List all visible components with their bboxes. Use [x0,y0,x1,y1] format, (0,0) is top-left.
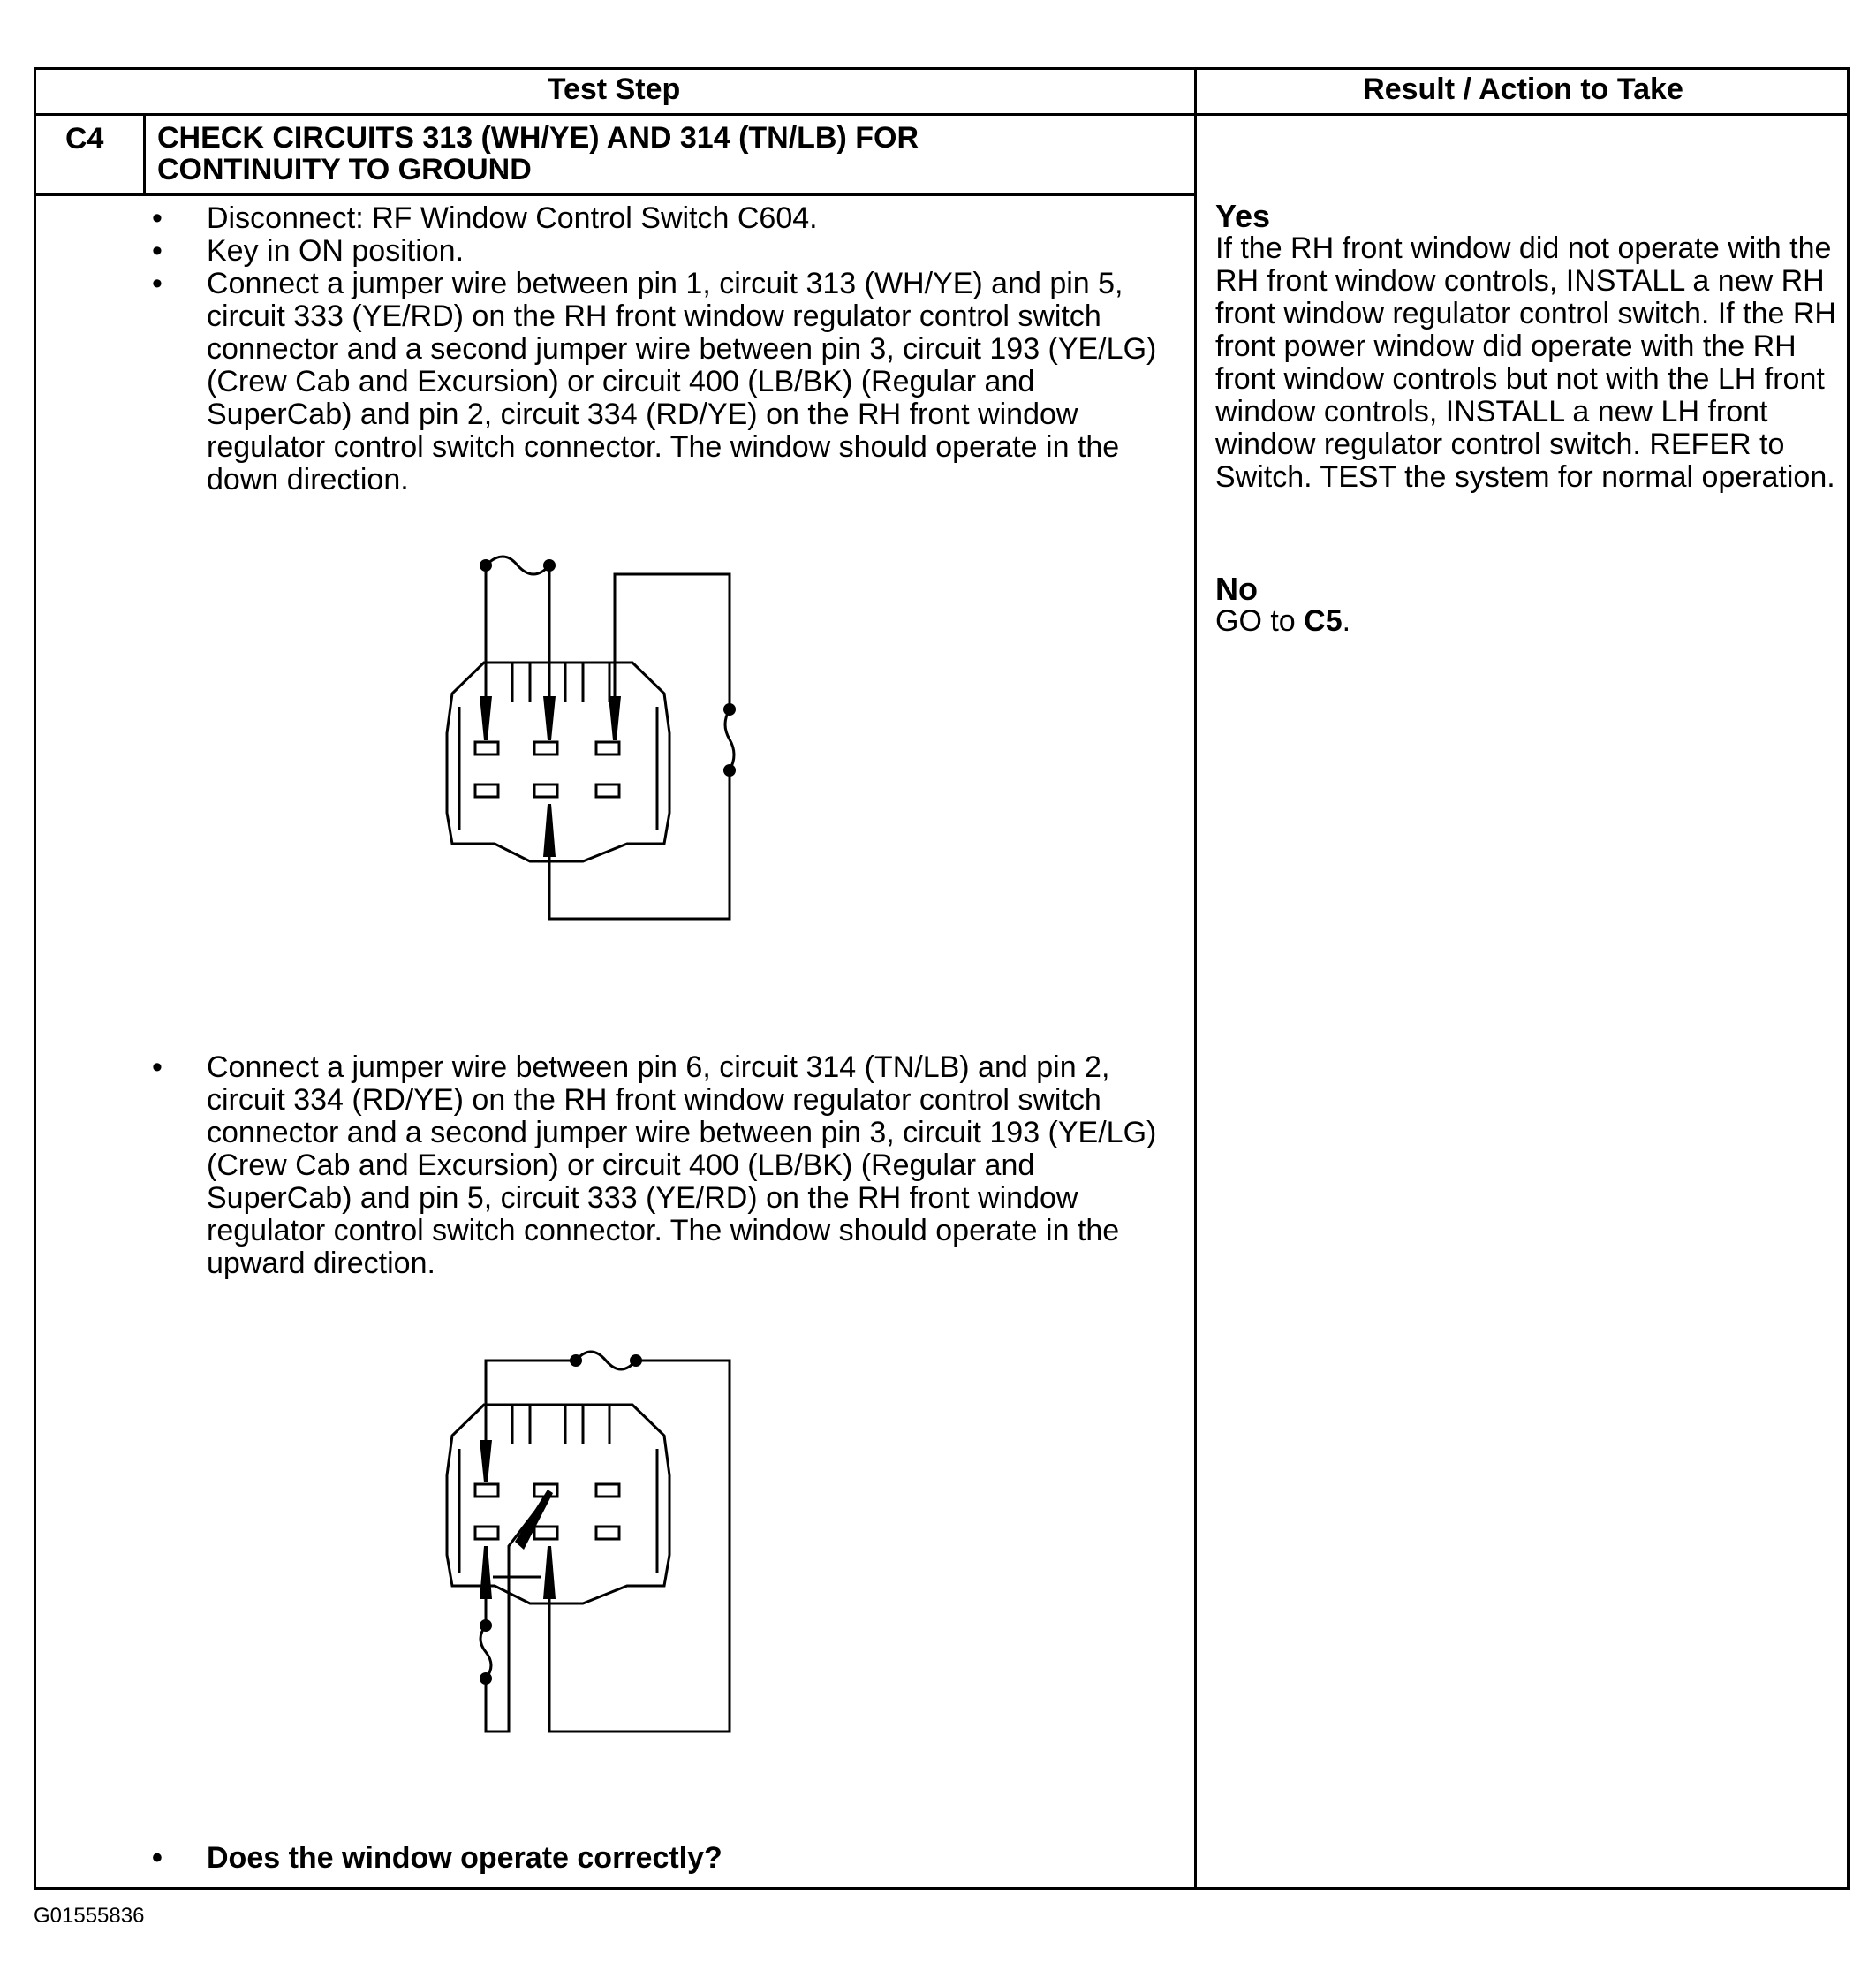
bullet-item: • Key in ON position. [152,235,1168,268]
header-result-action: Result / Action to Take [1363,72,1683,106]
yes-text: If the RH front window did not operate with the RH front window controls, INSTALL a new RH front window regulator control switch. If the RH front power window did operate with the RH front window controls but not with the LH front window controls, INSTALL a new LH front window regulator control switch. REFER to Switch. TEST the system for normal operation. [1215,231,1836,494]
step-id-divider [143,113,146,196]
no-text-prefix: GO to [1215,604,1305,638]
test-step-bullets-2 [152,1051,1168,1280]
bullet-item: • Connect a jumper wire between pin 6, circuit 314 (TN/LB) and pin 2, circuit 334 (RD/YE) on the RH front window regulator control switch connector and a second jumper wire between pin 3, circuit 193 (YE/LG) (Crew Cab and Excursion) or circuit 400 (LB/BK) (Regular and SuperCab) and pin 5, circuit 333 (YE/RD) on the RH front window regulator control switch connector. The window should operate in the upward direction. [152,1051,1168,1280]
no-target-step: C5 [1304,604,1343,638]
step-title [157,122,1129,186]
test-step-bullets-3 [152,1842,1168,1875]
step-title-line1: CHECK CIRCUITS 313 (WH/YE) AND 314 (TN/LB) FOR [157,121,919,155]
no-label: No [1215,571,1258,607]
step-id: C4 [65,122,104,155]
column-divider [1194,67,1197,1890]
result-no [1215,572,1842,638]
result-yes [1215,200,1842,494]
header-divider [34,113,1850,116]
bullet-item: • Does the window operate correctly? [152,1842,1168,1875]
bullet-item: • Connect a jumper wire between pin 1, circuit 313 (WH/YE) and pin 5, circuit 333 (YE/RD) on the RH front window regulator control switch connector and a second jumper wire between pin 3, circuit 193 (YE/LG) (Crew Cab and Excursion) or circuit 400 (LB/BK) (Regular and SuperCab) and pin 2, circuit 334 (RD/YE) on the RH front window regulator control switch connector. The window should operate in the down direction. [152,268,1168,496]
step-title-divider [34,193,1196,196]
no-text-suffix: . [1342,604,1351,638]
step-title-line2: CONTINUITY TO GROUND [157,153,532,186]
yes-label: Yes [1215,198,1271,234]
connector-diagram-up [424,1334,777,1749]
connector-diagram-down [424,548,777,945]
header-test-step: Test Step [547,72,681,106]
test-step-bullets-1 [152,202,1168,496]
bullet-item: • Disconnect: RF Window Control Switch C604. [152,202,1168,235]
figure-id: G01555836 [34,1904,145,1928]
